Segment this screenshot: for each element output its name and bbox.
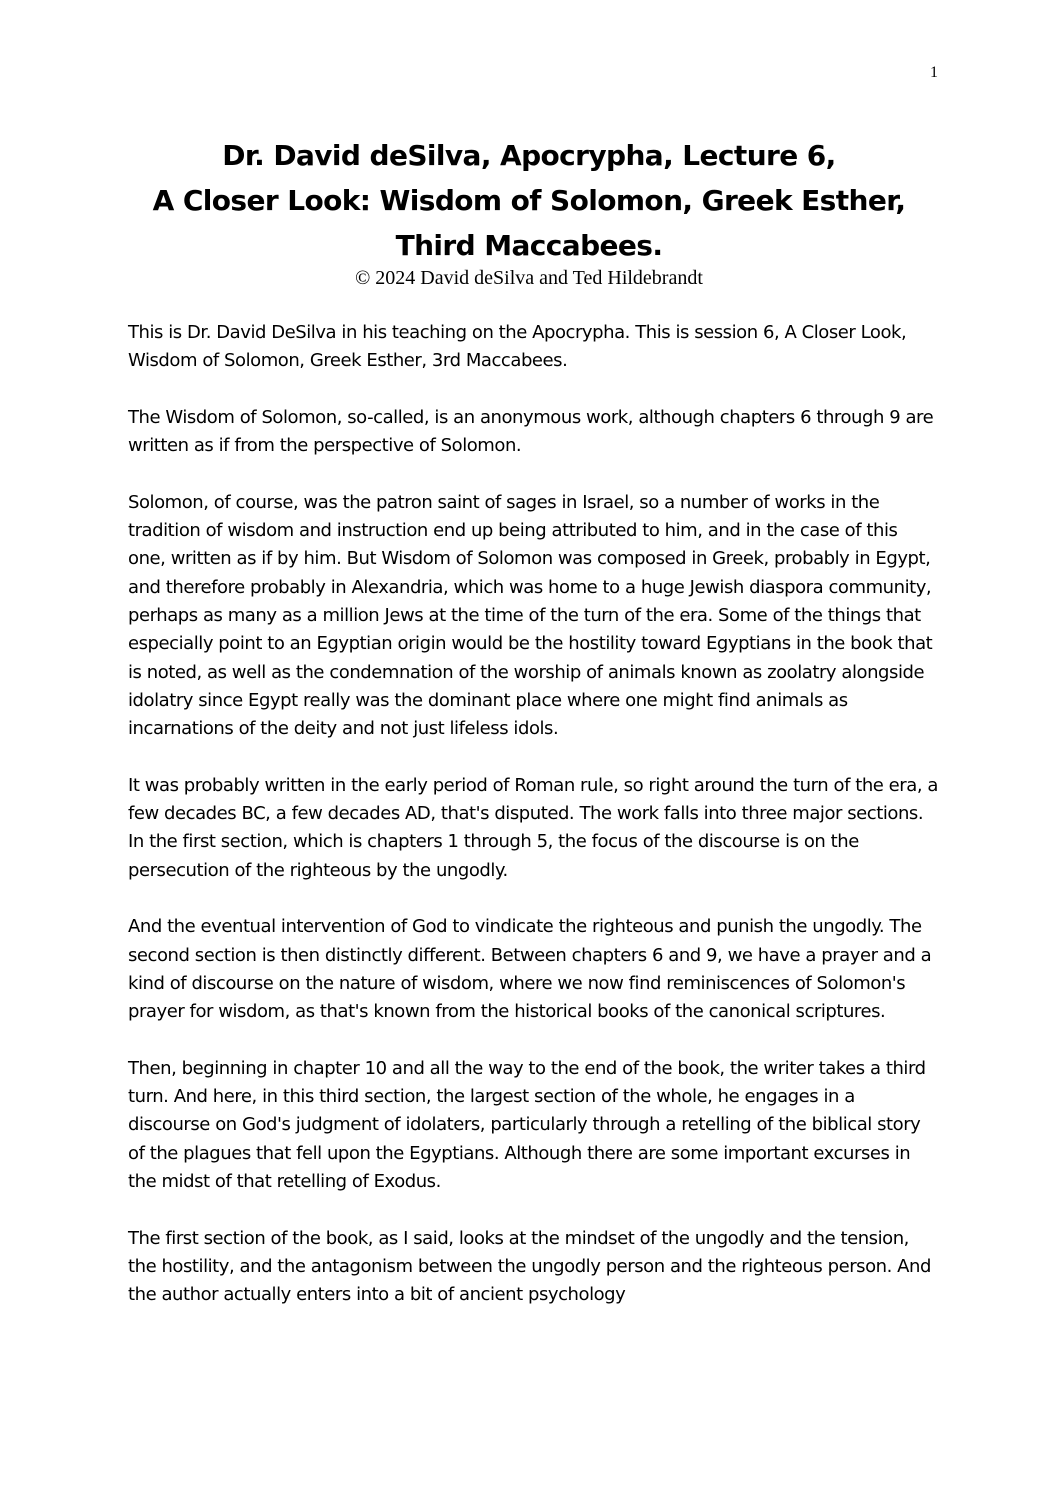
page-number: 1 — [930, 64, 938, 81]
paragraph-first-section-detail: The first section of the book, as I said, looks at the mindset of the ungodly and the tension, the hostility, and the antagonism between the ungodly person and the righteous person. And the author actually enters into a bit of ancient psychology — [128, 1227, 931, 1306]
title-line-3: Third Maccabees. — [395, 229, 663, 262]
body-text — [128, 319, 938, 1338]
paragraph-intro: This is Dr. David DeSilva in his teaching on the Apocrypha. This is session 6, A Closer Look, Wisdom of Solomon, Greek Esther, 3rd Maccabees. — [128, 322, 907, 372]
paragraph-date-and-sections: It was probably written in the early period of Roman rule, so right around the turn of the era, a few decades BC, a few decades AD, that's disputed. The work falls into three major sections. In the first section, which is chapters 1 through 5, the focus of the discourse is on the persecution of the righteous by the ungodly. — [128, 774, 938, 881]
document-header — [0, 133, 1058, 290]
title-line-2: A Closer Look: Wisdom of Solomon, Greek Esther, — [152, 184, 906, 217]
copyright-notice: © 2024 David deSilva and Ted Hildebrandt — [355, 267, 703, 289]
paragraph-egyptian-origin: Solomon, of course, was the patron saint of sages in Israel, so a number of works in the tradition of wisdom and instruction end up being attributed to him, and in the case of this one, written as if by him. But Wisdom of Solomon was composed in Greek, probably in Egypt, and therefore probably in Alexandria, which was home to a huge Jewish diaspora community, perhaps as many as a million Jews at the time of the turn of the era. Some of the things that especially point to an Egyptian origin would be the hostility toward Egyptians in the book that is noted, as well as the condemnation of the worship of animals known as zoolatry alongside idolatry since Egypt really was the dominant place where one might find animals as incarnations of the deity and not just lifeless idols. — [128, 491, 933, 740]
paragraph-anonymous-work: The Wisdom of Solomon, so-called, is an anonymous work, although chapters 6 through 9 are written as if from the perspective of Solomon. — [128, 406, 934, 457]
paragraph-third-section: Then, beginning in chapter 10 and all the way to the end of the book, the writer takes a third turn. And here, in this third section, the largest section of the whole, he engages in a discourse on God's judgment of idolaters, particularly through a retelling of the biblical story of the plagues that fell upon the Egyptians. Although there are some important excurses in the midst of that retelling of Exodus. — [128, 1057, 926, 1192]
paragraph-second-section: And the eventual intervention of God to vindicate the righteous and punish the ungodly. The second section is then distinctly different. Between chapters 6 and 9, we have a prayer and a kind of discourse on the nature of wisdom, where we now find reminiscences of Solomon's prayer for wisdom, as that's known from the historical books of the canonical scriptures. — [128, 916, 932, 1023]
title-line-1: Dr. David deSilva, Apocrypha, Lecture 6, — [222, 139, 836, 172]
